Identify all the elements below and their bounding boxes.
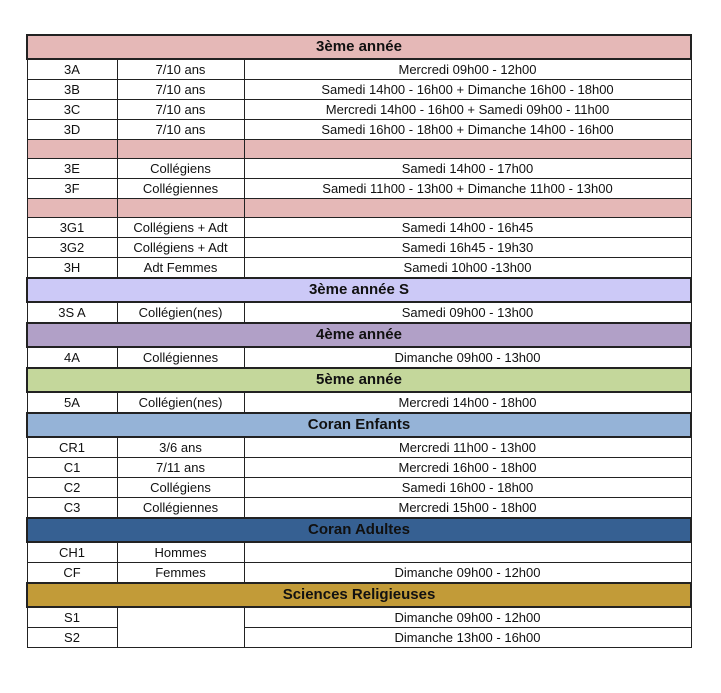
class-row [27,458,691,478]
class-schedule: Samedi 14h00 - 17h00 [244,159,691,179]
class-row [27,59,691,80]
class-schedule: Mercredi 09h00 - 12h00 [244,59,691,80]
spacer-cell [27,140,117,159]
class-schedule: Samedi 16h00 - 18h00 [244,478,691,498]
class-schedule: Samedi 11h00 - 13h00 + Dimanche 11h00 - 13h00 [244,179,691,199]
section-header-3eme-annee [27,35,691,59]
class-code: 3E [27,159,117,179]
class-code: C2 [27,478,117,498]
class-schedule: Dimanche 13h00 - 16h00 [244,628,691,648]
section-header-4eme-annee [27,323,691,347]
section-header-sciences-religieuses [27,583,691,607]
class-code: S2 [27,628,117,648]
class-group: Collégiennes [117,179,244,199]
section-title: 5ème année [27,368,691,392]
class-code: 3F [27,179,117,199]
schedule-body [27,35,691,648]
section-header-3eme-annee-s [27,278,691,302]
class-row [27,120,691,140]
class-code: 3D [27,120,117,140]
class-group: Collégiennes [117,498,244,519]
class-schedule: Samedi 14h00 - 16h45 [244,218,691,238]
class-row [27,238,691,258]
class-row [27,437,691,458]
spacer-cell [244,140,691,159]
class-schedule: Mercredi 16h00 - 18h00 [244,458,691,478]
class-schedule: Samedi 16h45 - 19h30 [244,238,691,258]
class-group: Collégiennes [117,347,244,368]
class-schedule [244,542,691,563]
class-schedule: Mercredi 11h00 - 13h00 [244,437,691,458]
class-code: 4A [27,347,117,368]
class-code: 3C [27,100,117,120]
class-group: 7/10 ans [117,120,244,140]
class-code: 3A [27,59,117,80]
class-schedule: Mercredi 14h00 - 18h00 [244,392,691,413]
class-group: Femmes [117,563,244,584]
class-code: 5A [27,392,117,413]
class-group: Collégien(nes) [117,302,244,323]
class-schedule: Samedi 16h00 - 18h00 + Dimanche 14h00 - 16h00 [244,120,691,140]
spacer-cell [27,199,117,218]
class-code: CH1 [27,542,117,563]
class-group: 7/10 ans [117,100,244,120]
class-schedule: Dimanche 09h00 - 12h00 [244,563,691,584]
class-row [27,498,691,519]
class-schedule: Dimanche 09h00 - 12h00 [244,607,691,628]
class-code: CR1 [27,437,117,458]
section-title: Sciences Religieuses [27,583,691,607]
class-schedule: Samedi 10h00 -13h00 [244,258,691,279]
class-code: S1 [27,607,117,628]
class-row [27,607,691,628]
class-group: Collégien(nes) [117,392,244,413]
class-row [27,100,691,120]
class-code: 3S A [27,302,117,323]
class-row [27,302,691,323]
class-schedule: Samedi 09h00 - 13h00 [244,302,691,323]
class-row [27,347,691,368]
class-group: 3/6 ans [117,437,244,458]
schedule-table [26,34,692,648]
class-row [27,563,691,584]
class-code: 3B [27,80,117,100]
class-group: 7/11 ans [117,458,244,478]
spacer-row [27,140,691,159]
class-row [27,542,691,563]
class-row [27,218,691,238]
class-group: Collégiens + Adt [117,238,244,258]
class-group: 7/10 ans [117,59,244,80]
section-header-coran-adultes [27,518,691,542]
class-schedule: Mercredi 15h00 - 18h00 [244,498,691,519]
class-row [27,159,691,179]
class-row [27,80,691,100]
class-row [27,478,691,498]
section-title: 3ème année [27,35,691,59]
class-code: 3G1 [27,218,117,238]
class-group [117,607,244,648]
class-group: Collégiens + Adt [117,218,244,238]
class-group: 7/10 ans [117,80,244,100]
class-schedule: Dimanche 09h00 - 13h00 [244,347,691,368]
class-schedule: Mercredi 14h00 - 16h00 + Samedi 09h00 - 11h00 [244,100,691,120]
class-group: Adt Femmes [117,258,244,279]
class-code: C3 [27,498,117,519]
class-group: Hommes [117,542,244,563]
class-group: Collégiens [117,478,244,498]
spacer-cell [244,199,691,218]
class-code: C1 [27,458,117,478]
spacer-cell [117,140,244,159]
section-header-coran-enfants [27,413,691,437]
class-code: 3G2 [27,238,117,258]
section-title: Coran Enfants [27,413,691,437]
class-group: Collégiens [117,159,244,179]
class-row [27,392,691,413]
section-title: 3ème année S [27,278,691,302]
class-row [27,179,691,199]
class-schedule: Samedi 14h00 - 16h00 + Dimanche 16h00 - 18h00 [244,80,691,100]
class-code: 3H [27,258,117,279]
spacer-cell [117,199,244,218]
class-code: CF [27,563,117,584]
section-title: Coran Adultes [27,518,691,542]
section-header-5eme-annee [27,368,691,392]
class-row [27,258,691,279]
spacer-row [27,199,691,218]
section-title: 4ème année [27,323,691,347]
